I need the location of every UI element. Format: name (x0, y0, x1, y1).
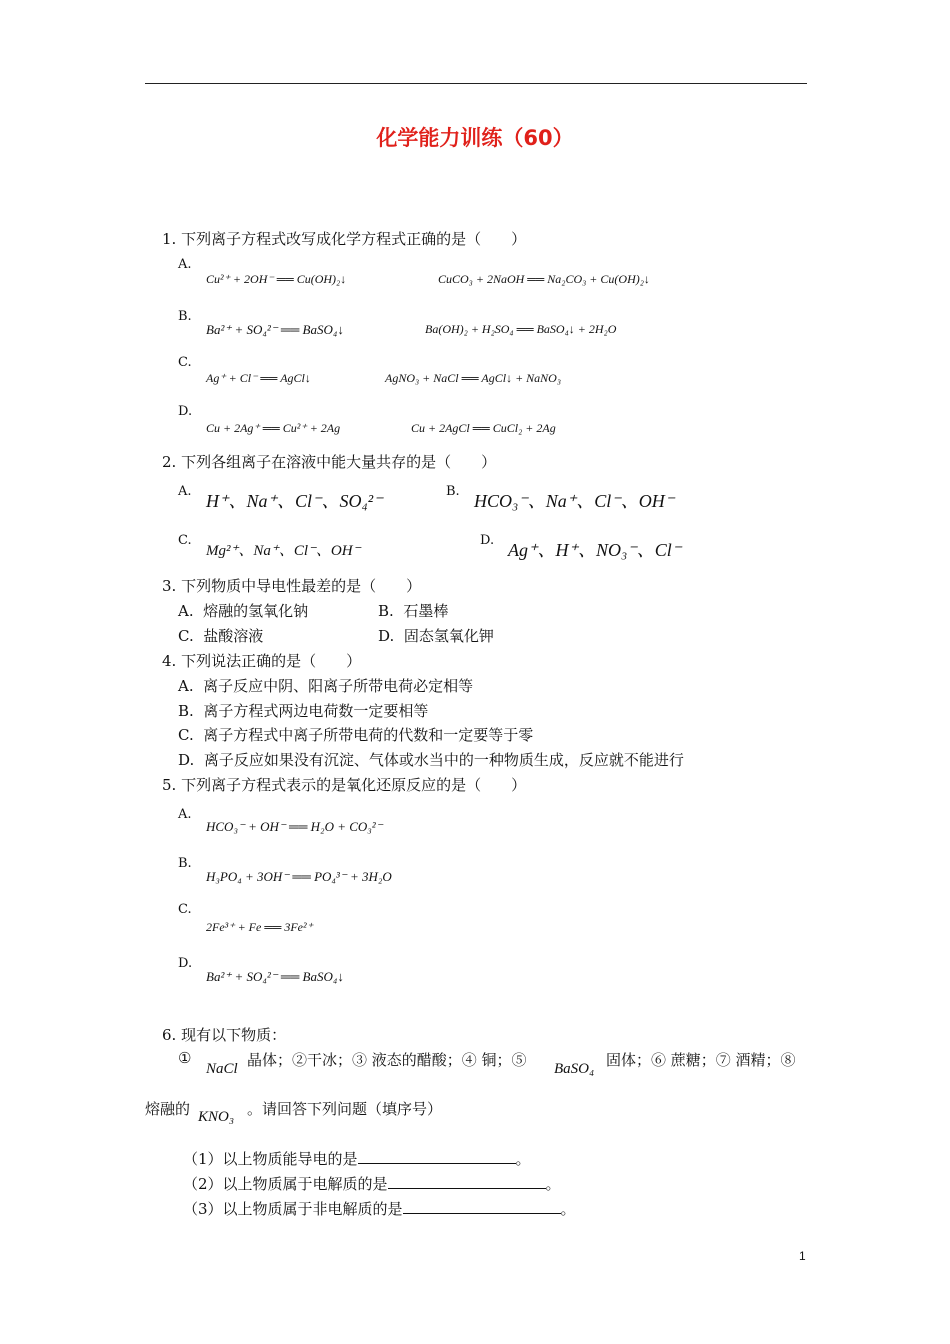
q6-sub-3 (183, 1198, 576, 1219)
q5-option-a-eq: HCO₃⁻ + OH⁻ ══ H₂O + CO₃²⁻ (206, 819, 383, 834)
q6-line2-instruction: 。请回答下列问题（填序号） (247, 1100, 443, 1118)
q3-option-a-text: 熔融的氢氧化钠 (203, 602, 309, 620)
q1-option-d-ionic: Cu + 2Ag⁺ ══ Cu²⁺ + 2Ag (206, 421, 341, 435)
q3-option-d (378, 625, 494, 646)
q5-option-d-label: D. (178, 956, 193, 971)
q2-option-c-label: C. (178, 533, 192, 548)
q4-option-d (178, 749, 684, 770)
q1-option-a-label: A. (178, 257, 192, 272)
q1-option-c-ionic: Ag⁺ + Cl⁻ ══ AgCl↓ (206, 371, 311, 385)
q2-option-d-ions: Ag⁺、H⁺、NO₃⁻、Cl⁻ (508, 540, 682, 560)
q2-option-c-ions: Mg²⁺、Na⁺、Cl⁻、OH⁻ (206, 543, 361, 559)
page-title: 化学能力训练（60） (376, 126, 574, 150)
q4-option-c (178, 724, 533, 745)
q6-sub-2 (183, 1173, 561, 1194)
q5-option-c-label: C. (178, 902, 192, 917)
q1-option-b-ionic: Ba²⁺ + SO₄²⁻ ══ BaSO₄↓ (206, 322, 344, 337)
q3-option-d-text: 固态氢氧化钾 (403, 627, 494, 645)
question-4-stem: 4. 下列说法正确的是（ ） (162, 652, 362, 670)
q1-option-b-chemical: Ba(OH)₂ + H₂SO₄ ══ BaSO₄↓ + 2H₂O (425, 322, 617, 336)
q3-option-c-label: C. (178, 627, 194, 645)
q6-sub-3-prompt: （3）以上物质属于非电解质的是 (183, 1200, 403, 1218)
q6-line2-prefix: 熔融的 (145, 1100, 191, 1118)
q4-option-b (178, 700, 428, 721)
q2-option-a-ions: H⁺、Na⁺、Cl⁻、SO₄²⁻ (206, 491, 383, 511)
q3-option-b-text: 石墨棒 (403, 602, 449, 620)
q6-sub-1-suffix: 。 (515, 1150, 531, 1168)
question-6-stem: 6. 现有以下物质： (162, 1026, 287, 1044)
question-2-stem: 2. 下列各组离子在溶液中能大量共存的是（ ） (162, 453, 497, 471)
q4-option-c-text: 离子方程式中离子所带电荷的代数和一定要等于零 (203, 726, 534, 744)
q2-option-b-ions: HCO₃⁻、Na⁺、Cl⁻、OH⁻ (474, 491, 675, 511)
question-3-stem: 3. 下列物质中导电性最差的是（ ） (162, 577, 422, 595)
q1-option-a-chemical: CuCO₃ + 2NaOH ══ Na₂CO₃ + Cu(OH)₂↓ (438, 272, 650, 286)
question-1-stem: 1. 下列离子方程式改写成化学方程式正确的是（ ） (162, 230, 527, 248)
q6-line1-substances-a: 晶体；②干冰；③ 液态的醋酸；④ 铜；⑤ (247, 1051, 527, 1069)
q6-formula-kno3: KNO₃ (198, 1109, 235, 1125)
q6-sub-1-answer-blank[interactable] (358, 1149, 516, 1164)
q5-option-a-label: A. (178, 807, 192, 822)
q2-option-a-label: A. (178, 484, 192, 499)
q1-option-b-label: B. (178, 309, 192, 324)
q1-option-c-chemical: AgNO₃ + NaCl ══ AgCl↓ + NaNO₃ (385, 371, 562, 385)
q3-option-c (178, 625, 263, 646)
q6-formula-nacl: NaCl (206, 1061, 238, 1077)
q6-line1-circle-1: ① (178, 1049, 192, 1067)
q3-option-b (378, 600, 448, 621)
q1-option-a-ionic: Cu²⁺ + 2OH⁻ ══ Cu(OH)₂↓ (206, 272, 347, 286)
q5-option-b-eq: H₃PO₄ + 3OH⁻ ══ PO₄³⁻ + 3H₂O (206, 869, 392, 884)
q4-option-a-label: A. (178, 677, 194, 695)
q1-option-d-label: D. (178, 404, 193, 419)
q6-line1-substances-b: 固体；⑥ 蔗糖；⑦ 酒精；⑧ (606, 1051, 796, 1069)
question-5-stem: 5. 下列离子方程式表示的是氧化还原反应的是（ ） (162, 776, 527, 794)
q6-sub-2-prompt: （2）以上物质属于电解质的是 (183, 1175, 388, 1193)
q6-sub-3-answer-blank[interactable] (403, 1199, 561, 1214)
q4-option-d-text: 离子反应如果没有沉淀、气体或水当中的一种物质生成，反应就不能进行 (203, 751, 684, 769)
q3-option-c-text: 盐酸溶液 (203, 627, 264, 645)
q5-option-c-eq: 2Fe³⁺ + Fe ══ 3Fe²⁺ (206, 920, 313, 934)
page-number: 1 (799, 1249, 806, 1263)
q4-option-c-label: C. (178, 726, 194, 744)
q4-option-d-label: D. (178, 751, 195, 769)
q6-sub-1 (183, 1148, 531, 1169)
q2-option-d-label: D. (480, 533, 495, 548)
q4-option-b-label: B. (178, 702, 194, 720)
q6-sub-2-answer-blank[interactable] (388, 1174, 546, 1189)
header-rule (145, 83, 807, 84)
q3-option-a-label: A. (178, 602, 194, 620)
q1-option-c-label: C. (178, 355, 192, 370)
q6-sub-1-prompt: （1）以上物质能导电的是 (183, 1150, 358, 1168)
q4-option-a (178, 675, 473, 696)
q4-option-a-text: 离子反应中阴、阳离子所带电荷必定相等 (203, 677, 474, 695)
q2-option-b-label: B. (446, 484, 460, 499)
q6-sub-2-suffix: 。 (545, 1175, 561, 1193)
q6-formula-baso4: BaSO₄ (554, 1061, 595, 1077)
q3-option-a (178, 600, 308, 621)
q4-option-b-text: 离子方程式两边电荷数一定要相等 (203, 702, 429, 720)
q5-option-b-label: B. (178, 856, 192, 871)
q3-option-b-label: B. (378, 602, 394, 620)
q6-sub-3-suffix: 。 (560, 1200, 576, 1218)
q3-option-d-label: D. (378, 627, 395, 645)
q5-option-d-eq: Ba²⁺ + SO₄²⁻ ══ BaSO₄↓ (206, 969, 344, 984)
q1-option-d-chemical: Cu + 2AgCl ══ CuCl₂ + 2Ag (411, 421, 556, 435)
